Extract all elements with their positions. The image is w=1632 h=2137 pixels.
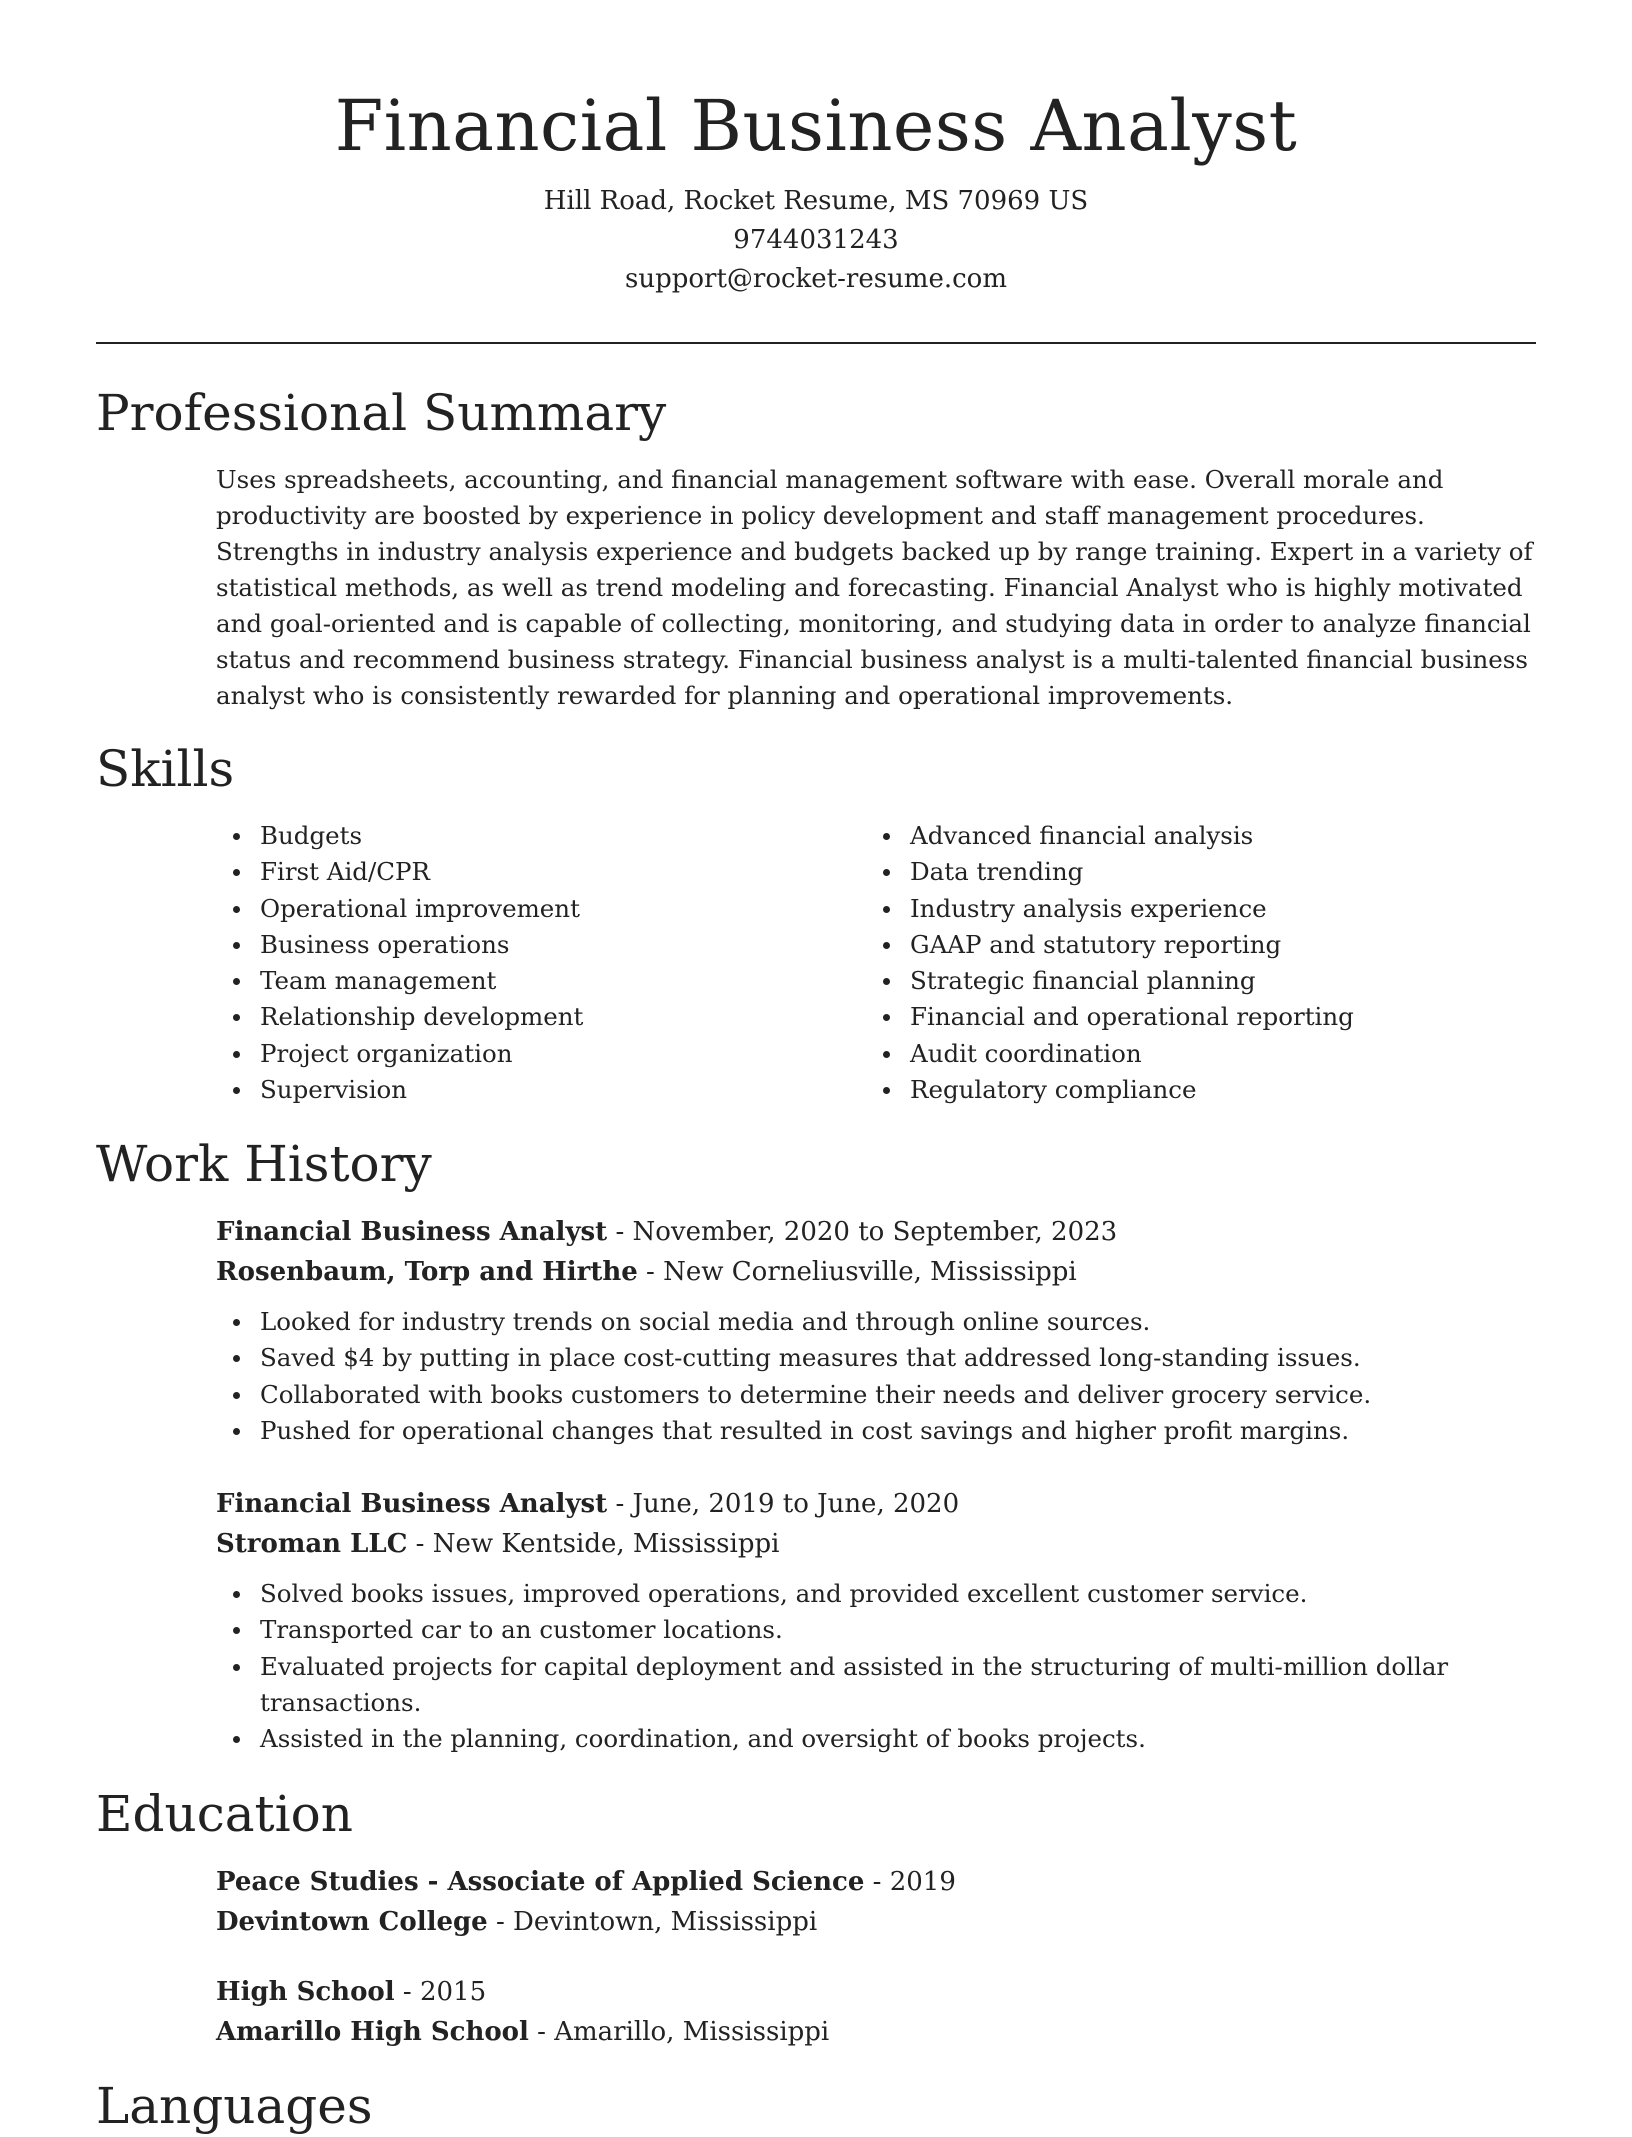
- job-role: Financial Business Analyst: [216, 1489, 608, 1519]
- job-dates: - November, 2020 to September, 2023: [607, 1217, 1118, 1247]
- job-title-line: [216, 1484, 1536, 1524]
- summary-heading: Professional Summary: [96, 384, 667, 442]
- job-title-line: [216, 1212, 1536, 1252]
- job-bullet: Pushed for operational changes that resulted in cost savings and higher profit margins.: [216, 1413, 1536, 1449]
- skill-item: Regulatory compliance: [866, 1072, 1536, 1108]
- education-year: - 2015: [394, 1977, 487, 2007]
- job-bullet: Saved $4 by putting in place cost-cutting measures that addressed long-standing issues.: [216, 1340, 1536, 1376]
- skills-heading: Skills: [96, 740, 235, 798]
- education-school-line: [216, 1902, 1536, 1942]
- education-school: Devintown College: [216, 1907, 488, 1937]
- education-year: - 2019: [864, 1867, 956, 1897]
- job-company-line: [216, 1524, 1536, 1564]
- job-bullet: Transported car to an customer locations.: [216, 1612, 1536, 1648]
- skill-item: Data trending: [866, 854, 1536, 890]
- skill-item: Operational improvement: [216, 891, 836, 927]
- education-school: Amarillo High School: [216, 2017, 529, 2047]
- skills-list-right: [866, 818, 1536, 1108]
- education-degree: High School: [216, 1977, 395, 2007]
- job-bullet: Collaborated with books customers to determine their needs and deliver grocery service.: [216, 1377, 1536, 1413]
- education-degree-line: [216, 1862, 1536, 1902]
- skills-list-left: [216, 818, 836, 1108]
- education-entry: [216, 1862, 1536, 1942]
- job-company: Stroman LLC: [216, 1529, 408, 1559]
- skill-item: Business operations: [216, 927, 836, 963]
- job-company: Rosenbaum, Torp and Hirthe: [216, 1257, 638, 1287]
- skill-item: Project organization: [216, 1036, 836, 1072]
- job-bullet: Looked for industry trends on social media and through online sources.: [216, 1304, 1536, 1340]
- job-bullet: Solved books issues, improved operations, and provided excellent customer service.: [216, 1576, 1536, 1612]
- job-company-line: [216, 1252, 1536, 1292]
- contact-email: support@rocket-resume.com: [624, 264, 1007, 294]
- job-bullet: Assisted in the planning, coordination, and oversight of books projects.: [216, 1721, 1536, 1757]
- skill-item: Audit coordination: [866, 1036, 1536, 1072]
- resume-header: [96, 78, 1536, 299]
- job-location: - New Kentside, Mississippi: [407, 1529, 780, 1559]
- summary-section: [216, 462, 1536, 714]
- languages-heading: Languages: [96, 2077, 373, 2135]
- education-location: - Amarillo, Mississippi: [528, 2017, 830, 2047]
- skill-item: Advanced financial analysis: [866, 818, 1536, 854]
- education-heading: Education: [96, 1785, 353, 1843]
- skill-item: First Aid/CPR: [216, 854, 836, 890]
- education-degree: Peace Studies - Associate of Applied Science: [216, 1867, 865, 1897]
- job-role: Financial Business Analyst: [216, 1217, 608, 1247]
- education-entry: [216, 1972, 1536, 2052]
- education-location: - Devintown, Mississippi: [487, 1907, 818, 1937]
- summary-text: Uses spreadsheets, accounting, and financial management software with ease. Overall morale and productivity are boosted by experience in policy development and staff management procedures. Strengths in industry analysis experience and budgets backed up by range training. Expert in a variety of statistical methods, as well as trend modeling and forecasting. Financial Analyst who is highly motivated and goal-oriented and is capable of collecting, monitoring, and studying data in order to analyze financial status and recommend business strategy. Financial business analyst is a multi-talented financial business analyst who is consistently rewarded for planning and operational improvements.: [216, 465, 1533, 710]
- job-bullets: [216, 1304, 1536, 1449]
- skill-item: Supervision: [216, 1072, 836, 1108]
- skill-item: GAAP and statutory reporting: [866, 927, 1536, 963]
- job-entry: [216, 1212, 1536, 1449]
- skill-item: Team management: [216, 963, 836, 999]
- skill-item: Industry analysis experience: [866, 891, 1536, 927]
- job-entry: [216, 1484, 1536, 1757]
- contact-address: Hill Road, Rocket Resume, MS 70969 US: [543, 186, 1089, 216]
- job-bullet: Evaluated projects for capital deployment and assisted in the structuring of multi-million dollar transactions.: [216, 1649, 1536, 1722]
- education-degree-line: [216, 1972, 1536, 2012]
- skill-item: Relationship development: [216, 999, 836, 1035]
- job-bullets: [216, 1576, 1536, 1757]
- job-dates: - June, 2019 to June, 2020: [607, 1489, 960, 1519]
- skill-item: Strategic financial planning: [866, 963, 1536, 999]
- skill-item: Budgets: [216, 818, 836, 854]
- contact-phone: 9744031243: [733, 225, 899, 255]
- job-location: - New Corneliusville, Mississippi: [637, 1257, 1077, 1287]
- header-divider: [96, 342, 1536, 344]
- skill-item: Financial and operational reporting: [866, 999, 1536, 1035]
- education-school-line: [216, 2012, 1536, 2052]
- work-history-heading: Work History: [96, 1135, 432, 1193]
- candidate-name: Financial Business Analyst: [334, 85, 1298, 167]
